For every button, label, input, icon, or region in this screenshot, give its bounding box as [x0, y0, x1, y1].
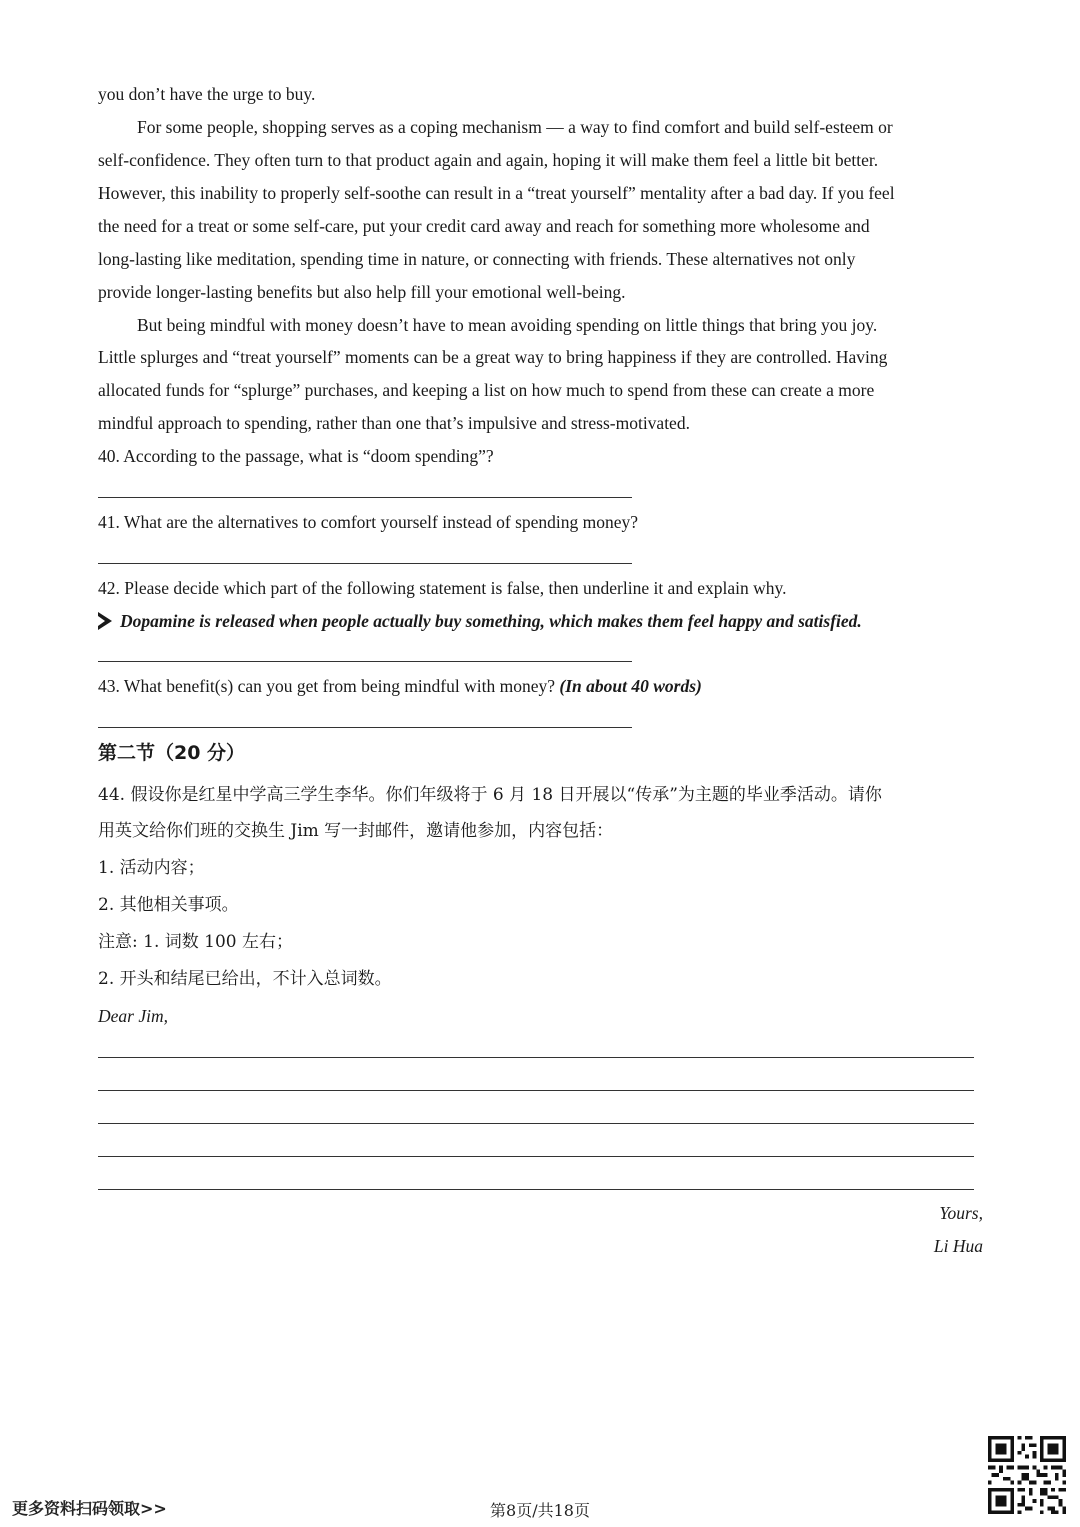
section-title: 第二节（20 分） [98, 742, 246, 764]
answer-line-43[interactable] [98, 727, 632, 728]
prompt-note-2: 2. 开头和结尾已给出，不计入总词数。 [98, 969, 392, 989]
passage-line: you don’t have the urge to buy. [98, 84, 316, 104]
footer-promo-link[interactable]: 更多资料扫码领取>> [12, 1499, 167, 1518]
writing-line[interactable] [98, 1057, 974, 1058]
question-43-text: 43. What benefit(s) can you get from being mindful with money? [98, 676, 555, 696]
writing-prompt-line: 用英文给你们班的交换生 Jim 写一封邮件，邀请他参加，内容包括： [98, 821, 614, 841]
writing-prompt-line: 44. 假设你是红星中学高三学生李华。你们年级将于 6 月 18 日开展以“传承”为主题的毕业季活动。请你 [98, 785, 882, 805]
page-number: 第8页/共18页 [490, 1501, 590, 1520]
writing-line[interactable] [98, 1156, 974, 1157]
salutation: Dear Jim, [98, 1006, 168, 1026]
passage-line: allocated funds for “splurge” purchases, and keeping a list on how much to spend from these can create a more [98, 380, 875, 400]
question-40: 40. According to the passage, what is “doom spending”? [98, 446, 494, 466]
passage-line: long-lasting like meditation, spending time in nature, or connecting with friends. These alternatives not only [98, 249, 856, 269]
passage-line: provide longer-lasting benefits but also help fill your emotional well-being. [98, 282, 626, 302]
word-limit-note: (In about 40 words) [559, 676, 702, 696]
passage-line: Little splurges and “treat yourself” moments can be a great way to bring happiness if they are controlled. Having [98, 347, 888, 367]
qr-code-icon [988, 1436, 1066, 1514]
prompt-item-2: 2. 其他相关事项。 [98, 895, 239, 915]
question-41: 41. What are the alternatives to comfort yourself instead of spending money? [98, 512, 639, 532]
signature: Li Hua [933, 1236, 983, 1256]
passage-line: self-confidence. They often turn to that product again and again, hoping it will make them feel a little bit better. [98, 150, 879, 170]
passage-line: mindful approach to spending, rather than one that’s impulsive and stress-motivated. [98, 413, 690, 433]
answer-line-40[interactable] [98, 497, 632, 498]
passage-line: However, this inability to properly self-soothe can result in a “treat yourself” mentality after a bad day. If you feel [98, 183, 895, 203]
passage-line: the need for a treat or some self-care, put your credit card away and reach for something more wholesome and [98, 216, 870, 236]
prompt-item-1: 1. 活动内容； [98, 858, 205, 878]
answer-line-42[interactable] [98, 661, 632, 662]
statement-text: Dopamine is released when people actually buy something, which makes them feel happy and satisfied. [120, 611, 862, 631]
arrow-bullet-icon [98, 612, 112, 630]
prompt-note-1: 注意: 1. 词数 100 左右； [98, 932, 294, 952]
answer-line-41[interactable] [98, 563, 632, 564]
question-42: 42. Please decide which part of the following statement is false, then underline it and explain why. [98, 578, 787, 598]
question-43 [98, 670, 702, 703]
question-42-statement [98, 605, 862, 638]
writing-line[interactable] [98, 1090, 974, 1091]
writing-line[interactable] [98, 1189, 974, 1190]
writing-line[interactable] [98, 1123, 974, 1124]
passage-line: But being mindful with money doesn’t have to mean avoiding spending on little things that bring you joy. [137, 315, 878, 335]
passage-line: For some people, shopping serves as a coping mechanism — a way to find comfort and build self-esteem or [137, 117, 893, 137]
closing: Yours, [939, 1203, 983, 1223]
